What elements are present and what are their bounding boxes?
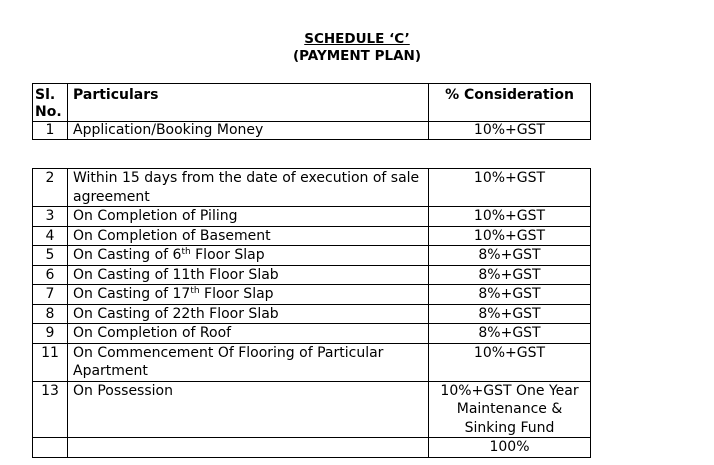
row-particulars: On Completion of Basement [68, 226, 429, 246]
row-consideration: 10%+GST [429, 169, 591, 207]
row-particulars [68, 285, 429, 305]
row-consideration: 10%+GST [429, 343, 591, 381]
payment-plan-table [32, 168, 591, 458]
header-particulars: Particulars [68, 84, 429, 122]
row-consideration: 8%+GST [429, 285, 591, 305]
table-row [33, 207, 591, 227]
row-consideration: 8%+GST [429, 265, 591, 285]
table-row [33, 304, 591, 324]
row-particulars [68, 246, 429, 266]
header-consideration: % Consideration [429, 84, 591, 122]
particulars-text: On Casting of 17 [73, 286, 191, 302]
row-consideration: 8%+GST [429, 246, 591, 266]
total-consideration: 100% [429, 438, 591, 458]
header-sl-no: Sl. No. [33, 84, 68, 122]
total-particulars [68, 438, 429, 458]
row-sl: 6 [33, 265, 68, 285]
row-consideration: 8%+GST [429, 304, 591, 324]
table-row [33, 285, 591, 305]
row-consideration: 10%+GST [429, 122, 591, 140]
row-sl: 7 [33, 285, 68, 305]
row-consideration: 10%+GST [429, 226, 591, 246]
table-row [33, 381, 591, 438]
row-sl: 13 [33, 381, 68, 438]
ordinal-suffix: th [181, 247, 191, 257]
row-sl: 4 [33, 226, 68, 246]
row-particulars: On Completion of Roof [68, 324, 429, 344]
row-particulars: On Completion of Piling [68, 207, 429, 227]
table-row [33, 265, 591, 285]
schedule-title: SCHEDULE ‘C’ [304, 31, 410, 47]
row-particulars: Within 15 days from the date of execution of sale agreement [68, 169, 429, 207]
table-header-row [33, 84, 591, 122]
row-particulars: On Commencement Of Flooring of Particular Apartment [68, 343, 429, 381]
table-row [33, 246, 591, 266]
total-sl [33, 438, 68, 458]
row-sl: 3 [33, 207, 68, 227]
row-particulars: Application/Booking Money [68, 122, 429, 140]
row-particulars: On Casting of 11th Floor Slab [68, 265, 429, 285]
ordinal-suffix: th [190, 286, 200, 296]
row-consideration: 10%+GST One Year Maintenance & Sinking Fund [429, 381, 591, 438]
schedule-subtitle: (PAYMENT PLAN) [292, 48, 422, 64]
particulars-text: On Casting of 6 [73, 247, 182, 263]
table-row [33, 122, 591, 140]
total-row [33, 438, 591, 458]
row-consideration: 8%+GST [429, 324, 591, 344]
row-sl: 8 [33, 304, 68, 324]
table-row [33, 324, 591, 344]
row-consideration: 10%+GST [429, 207, 591, 227]
particulars-text: Floor Slap [190, 247, 265, 263]
row-sl: 1 [33, 122, 68, 140]
row-particulars: On Casting of 22th Floor Slab [68, 304, 429, 324]
row-sl: 5 [33, 246, 68, 266]
table-row [33, 343, 591, 381]
row-sl: 11 [33, 343, 68, 381]
particulars-text: Floor Slap [199, 286, 274, 302]
table-row [33, 226, 591, 246]
row-sl: 9 [33, 324, 68, 344]
payment-plan-header-table [32, 83, 591, 140]
row-sl: 2 [33, 169, 68, 207]
row-particulars: On Possession [68, 381, 429, 438]
table-row [33, 169, 591, 207]
